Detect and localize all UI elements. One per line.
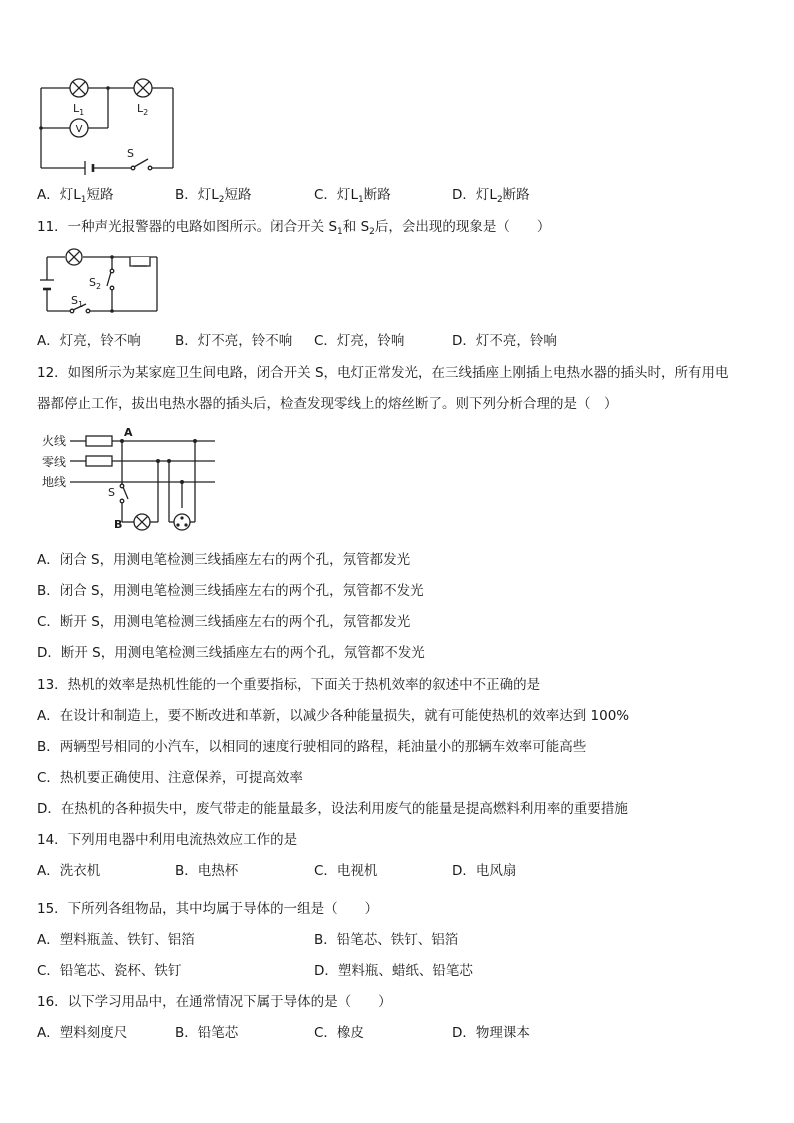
q15-stem: 15．下所列各组物品，其中均属于导体的一组是（ ） bbox=[37, 901, 379, 917]
bell-icon bbox=[130, 257, 150, 266]
label-s2: $S_2$ bbox=[89, 276, 102, 291]
q12-option-a: A．闭合 S，用测电笔检测三线插座左右的两个孔，氖管都发光 bbox=[37, 552, 411, 568]
q13-option-c: C．热机要正确使用、注意保养，可提高效率 bbox=[37, 770, 303, 786]
lamp-icon bbox=[134, 514, 150, 530]
battery-icon bbox=[40, 280, 54, 289]
q14-option-c: C．电视机 bbox=[314, 863, 378, 879]
q11-option-d: D．灯不亮，铃响 bbox=[452, 333, 557, 349]
q12-option-c: C．断开 S，用测电笔检测三线插座左右的两个孔，氖管都发光 bbox=[37, 614, 411, 630]
q12-stem-line-2: 器都停止工作，拔出电热水器的插头后，检查发现零线上的熔丝断了。则下列分析合理的是（ ） bbox=[37, 396, 618, 412]
label-s1: $S_1$ bbox=[71, 294, 84, 309]
q13-option-b: B．两辆型号相同的小汽车，以相同的速度行驶相同的路程，耗油量小的那辆车效率可能高些 bbox=[37, 739, 587, 755]
label-neutral-wire: 零线 bbox=[42, 455, 67, 469]
q13-option-d: D．在热机的各种损失中，废气带走的能量最多，设法利用废气的能量是提高燃料利用率的重要措施 bbox=[37, 801, 628, 817]
label-b: B bbox=[114, 518, 123, 531]
q14-option-b: B．电热杯 bbox=[175, 863, 239, 879]
q14-option-a: A．洗衣机 bbox=[37, 863, 101, 879]
label-ground-wire: 地线 bbox=[42, 475, 67, 489]
q16-option-c: C．橡皮 bbox=[314, 1025, 364, 1041]
lamp-icon bbox=[66, 249, 82, 265]
switch-s2-icon bbox=[107, 269, 114, 290]
q16-option-b: B．铅笔芯 bbox=[175, 1025, 239, 1041]
fuse-neutral-icon bbox=[86, 456, 112, 466]
voltmeter-label: V bbox=[75, 124, 83, 135]
q12-household-circuit-diagram bbox=[40, 425, 220, 535]
q16-stem: 16．以下学习用品中，在通常情况下属于导体的是（ ） bbox=[37, 994, 392, 1010]
q10-option-c: C．灯$L_1$断路 bbox=[314, 187, 391, 205]
label-l1: $L_1$ bbox=[73, 102, 85, 117]
q14-stem: 14．下列用电器中利用电流热效应工作的是 bbox=[37, 832, 298, 848]
q11-option-a: A．灯亮，铃不响 bbox=[37, 333, 141, 349]
lamp-l2-icon bbox=[134, 79, 152, 97]
q14-option-d: D．电风扇 bbox=[452, 863, 517, 879]
q11-stem: 11．一种声光报警器的电路如图所示。闭合开关 $S_1$和 $S_2$后，会出现的现象是（ ） bbox=[37, 219, 551, 237]
three-pin-socket-icon bbox=[174, 514, 190, 530]
q10-circuit-diagram bbox=[37, 78, 177, 178]
fuse-live-icon bbox=[86, 436, 112, 446]
q15-option-d: D．塑料瓶、蜡纸、铅笔芯 bbox=[314, 963, 473, 979]
q16-option-a: A．塑料刻度尺 bbox=[37, 1025, 128, 1041]
label-s: S bbox=[108, 486, 115, 499]
q16-option-d: D．物理课本 bbox=[452, 1025, 530, 1041]
q10-option-d: D．灯$L_2$断路 bbox=[452, 187, 530, 205]
q10-option-b: B．灯$L_2$短路 bbox=[175, 187, 252, 205]
label-a: A bbox=[124, 426, 133, 439]
label-live-wire: 火线 bbox=[42, 434, 67, 448]
q12-option-d: D．断开 S，用测电笔检测三线插座左右的两个孔，氖管都不发光 bbox=[37, 645, 425, 661]
q15-option-b: B．铅笔芯、铁钉、铝箔 bbox=[314, 932, 459, 948]
label-s: S bbox=[127, 147, 134, 160]
q11-option-b: B．灯不亮，铃不响 bbox=[175, 333, 293, 349]
battery-icon bbox=[85, 161, 93, 175]
q15-option-c: C．铅笔芯、瓷杯、铁钉 bbox=[37, 963, 182, 979]
q13-option-a: A．在设计和制造上，要不断改进和革新，以减少各种能量损失，就有可能使热机的效率达到 100% bbox=[37, 708, 630, 724]
lamp-l1-icon bbox=[70, 79, 88, 97]
q12-stem-line-1: 12．如图所示为某家庭卫生间电路，闭合开关 S，电灯正常发光，在三线插座上刚插上电热水器的插头时，所有用电 bbox=[37, 365, 729, 381]
q10-option-a: A．灯$L_1$短路 bbox=[37, 187, 114, 205]
q15-option-a: A．塑料瓶盖、铁钉、铝箔 bbox=[37, 932, 195, 948]
label-l2: $L_2$ bbox=[137, 102, 149, 117]
q12-option-b: B．闭合 S，用测电笔检测三线插座左右的两个孔，氖管都不发光 bbox=[37, 583, 424, 599]
q11-option-c: C．灯亮，铃响 bbox=[314, 333, 405, 349]
q13-stem: 13．热机的效率是热机性能的一个重要指标，下面关于热机效率的叙述中不正确的是 bbox=[37, 677, 541, 693]
q11-alarm-circuit-diagram bbox=[37, 248, 162, 323]
switch-s-icon bbox=[120, 484, 128, 503]
switch-s-icon bbox=[131, 159, 152, 170]
